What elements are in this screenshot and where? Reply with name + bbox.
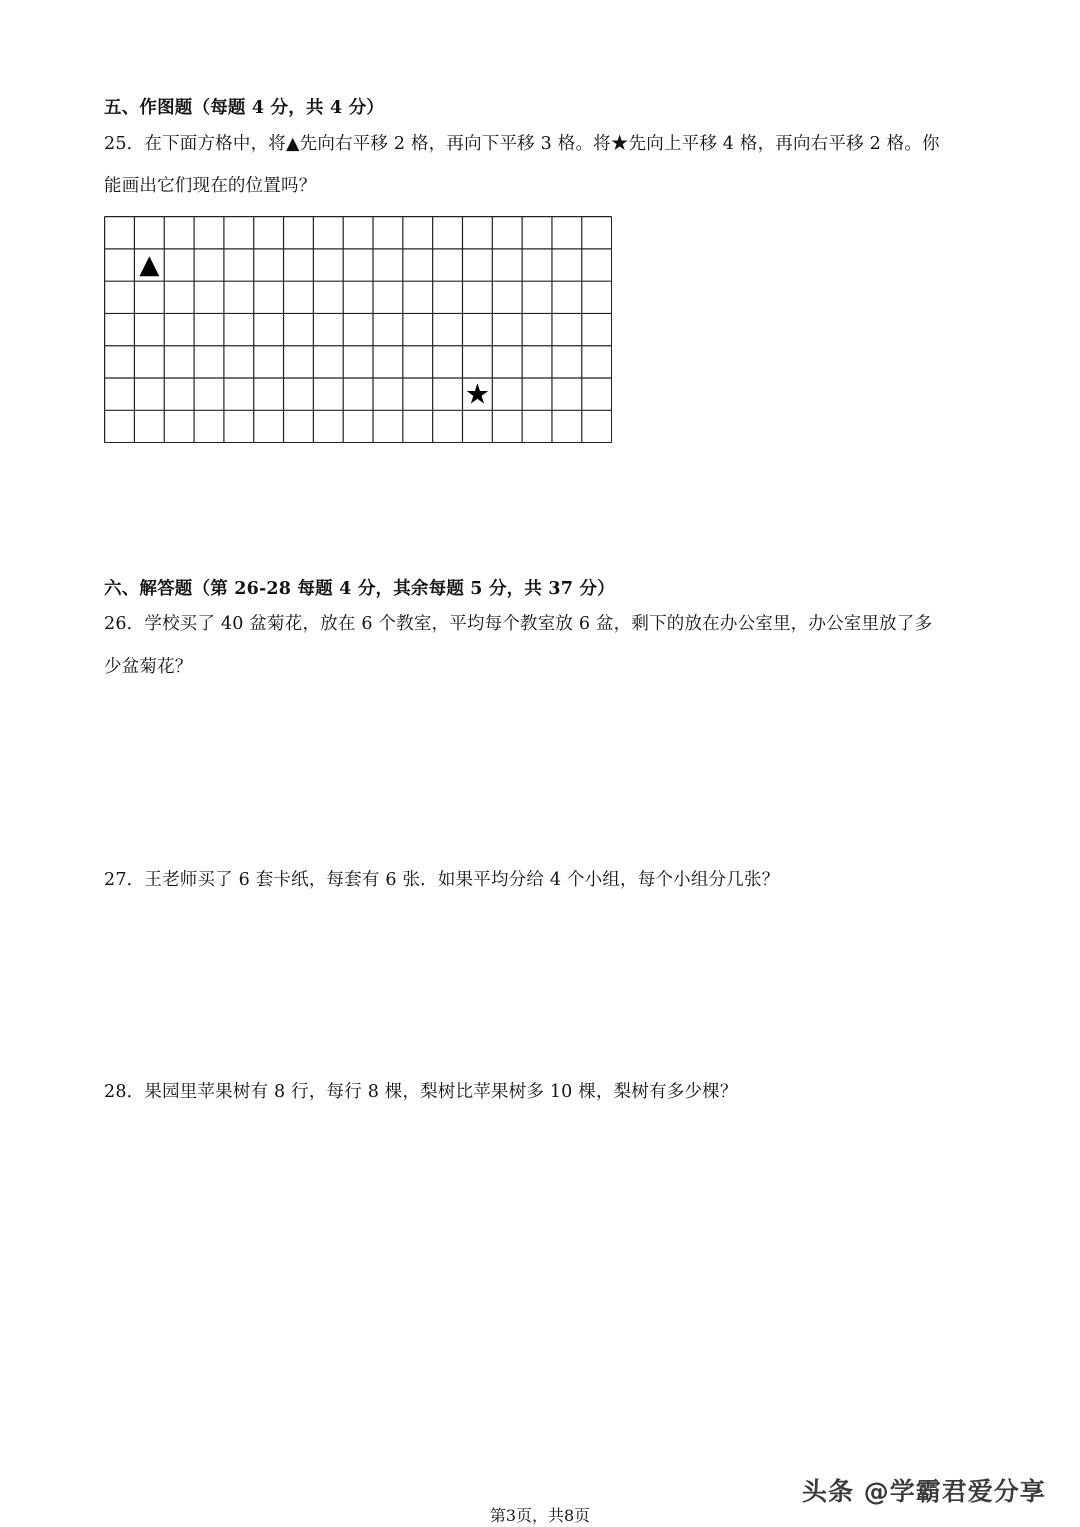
section-6-title: 六、解答题（第 26-28 每题 4 分，其余每题 5 分，共 37 分） [104,579,615,599]
question-28: 28．果园里苹果树有 8 行，每行 8 棵，梨树比苹果树多 10 棵，梨树有多少棵？ [104,1082,738,1102]
question-27: 27．王老师买了 6 套卡纸，每套有 6 张．如果平均分给 4 个小组，每个小组分几张？ [104,870,780,890]
star-shape: ★ [464,377,490,411]
question-25-line-1: 25．在下面方格中，将▲先向右平移 2 格，再向下平移 3 格。将★先向上平移 4 格，再向右平移 2 格。你 [104,134,940,154]
question-25-line-2: 能画出它们现在的位置吗？ [104,176,317,196]
square-grid [104,216,612,443]
question-26-line-2: 少盆菊花？ [104,657,193,677]
watermark: 头条 @学霸君爱分享 [802,1477,1046,1506]
triangle-shape: ▲ [139,250,160,281]
page-number: 第3页，共8页 [489,1506,591,1525]
section-5-title: 五、作图题（每题 4 分，共 4 分） [104,98,385,118]
question-26-line-1: 26．学校买了 40 盆菊花，放在 6 个教室，平均每个教室放 6 盆，剩下的放在办公室里，办公室里放了多 [104,614,933,634]
